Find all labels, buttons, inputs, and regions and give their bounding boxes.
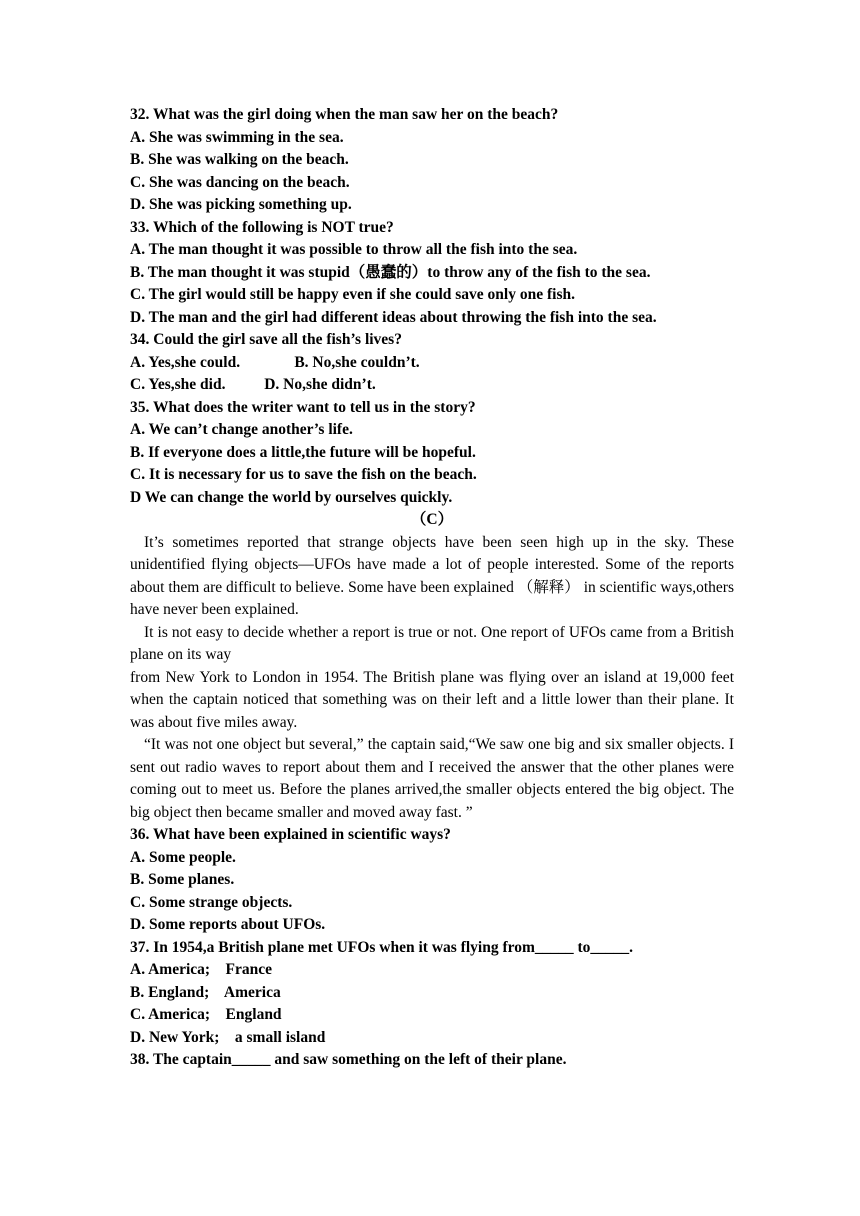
question-34: 34. Could the girl save all the fish’s lives? (130, 331, 402, 348)
option-37c: C. America; England (130, 1006, 282, 1023)
passage-paragraph-2a: It is not easy to decide whether a report is true or not. One report of UFOs came from a British plane on its way (130, 623, 734, 663)
passage-paragraph-3: “It was not one object but several,” the captain said,“We saw one big and six smaller objects. I sent out radio waves to report about them and I received the answer that the other planes were coming out to meet us. Before the planes arrived,the smaller objects entered the big object. The big object then became smaller and moved away fast. ” (130, 736, 734, 821)
section-title: （C） (410, 511, 454, 528)
question-37: 37. In 1954,a British plane met UFOs when it was flying from_____ to_____. (130, 938, 634, 956)
option-33d: D. The man and the girl had different ideas about throwing the fish into the sea. (130, 308, 657, 326)
question-38: 38. The captain_____ and saw something on the left of their plane. (130, 1051, 567, 1068)
question-35: 35. What does the writer want to tell us in the story? (130, 398, 476, 416)
option-34cd: C. Yes,she did. D. No,she didn’t. (130, 376, 376, 393)
option-32a: A. She was swimming in the sea. (130, 128, 344, 146)
option-36b: B. Some planes. (130, 871, 235, 888)
option-37d: D. New York; a small island (130, 1028, 326, 1046)
option-35b: B. If everyone does a little,the future will be hopeful. (130, 443, 476, 461)
passage-paragraph-1: It’s sometimes reported that strange objects have been seen high up in the sky. These unidentified flying objects—UFOs have made a lot of people interested. Some of the reports about them are difficult to believe. Some have been explained （解释） in scientific ways,others have never been explained. (130, 533, 734, 618)
option-32b: B. She was walking on the beach. (130, 151, 349, 168)
question-33: 33. Which of the following is NOT true? (130, 218, 394, 236)
document-page (130, 104, 734, 1072)
option-35d: D We can change the world by ourselves quickly. (130, 488, 453, 506)
question-32: 32. What was the girl doing when the man saw her on the beach? (130, 106, 559, 123)
option-35c: C. It is necessary for us to save the fish on the beach. (130, 466, 477, 483)
question-36: 36. What have been explained in scientific ways? (130, 826, 451, 843)
option-37a: A. America; France (130, 961, 273, 978)
option-36d: D. Some reports about UFOs. (130, 916, 326, 933)
option-32d: D. She was picking something up. (130, 196, 352, 213)
option-32c: C. She was dancing on the beach. (130, 173, 350, 191)
option-33a: A. The man thought it was possible to throw all the fish into the sea. (130, 241, 578, 258)
option-33c: C. The girl would still be happy even if she could save only one fish. (130, 286, 575, 303)
option-34ab: A. Yes,she could. B. No,she couldn’t. (130, 353, 420, 371)
option-36a: A. Some people. (130, 848, 236, 866)
option-33b: B. The man thought it was stupid（愚蠢的）to throw any of the fish to the sea. (130, 263, 651, 281)
passage-paragraph-2b: from New York to London in 1954. The British plane was flying over an island at 19,000 feet when the captain noticed that something was on their left and a little lower than their plane. It was about five miles away. (130, 668, 734, 731)
option-37b: B. England; America (130, 983, 281, 1001)
option-35a: A. We can’t change another’s life. (130, 421, 353, 438)
option-36c: C. Some strange objects. (130, 893, 293, 911)
